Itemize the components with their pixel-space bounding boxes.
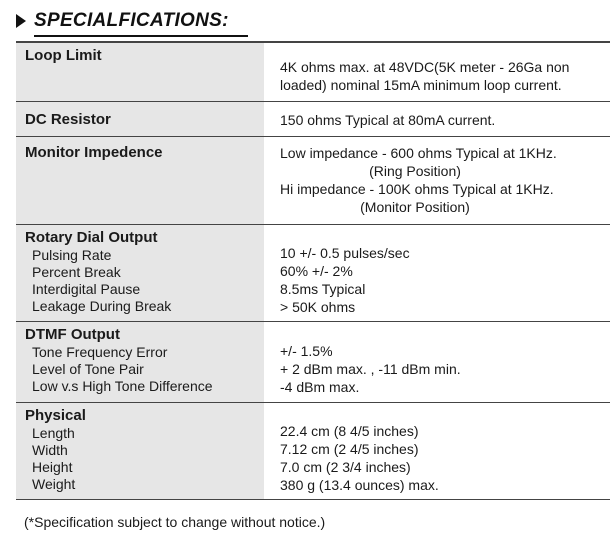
spec-label-cell — [16, 137, 264, 224]
section-title-text: SPECIALFICATIONS: — [34, 10, 229, 31]
spec-label: DC Resistor — [25, 111, 111, 128]
spec-value-line: -4 dBm max. — [280, 379, 360, 395]
spec-value-line: +/- 1.5% — [280, 343, 333, 359]
spec-value-line: Low impedance - 600 ohms Typical at 1KHz. — [280, 145, 557, 161]
spec-label: DTMF Output — [25, 326, 120, 343]
spec-sub-label: Percent Break — [32, 264, 121, 280]
spec-value-line: 150 ohms Typical at 80mA current. — [280, 112, 496, 128]
spec-row-physical — [16, 403, 610, 500]
spec-sub-label: Width — [32, 442, 68, 458]
spec-value-cell — [264, 43, 610, 101]
spec-label-cell — [16, 102, 264, 136]
spec-label: Monitor Impedence — [25, 144, 163, 161]
spec-sub-label: Tone Frequency Error — [32, 344, 168, 360]
spec-label: Loop Limit — [25, 47, 102, 64]
spec-value-line: (Ring Position) — [369, 163, 461, 179]
spec-value-line: 22.4 cm (8 4/5 inches) — [280, 423, 419, 439]
spec-row-dtmf-output — [16, 322, 610, 403]
spec-value-line: 4K ohms max. at 48VDC(5K meter - 26Ga non — [280, 59, 570, 75]
spec-row-monitor-impedence — [16, 137, 610, 225]
spec-sub-label: Level of Tone Pair — [32, 361, 144, 377]
spec-sub-label: Low v.s High Tone Difference — [32, 378, 213, 394]
spec-sub-label: Pulsing Rate — [32, 247, 112, 263]
spec-label-cell — [16, 43, 264, 101]
spec-value-line: loaded) nominal 15mA minimum loop current. — [280, 77, 562, 93]
spec-value-cell — [264, 102, 610, 136]
spec-sub-label: Height — [32, 459, 73, 475]
spec-value-line: 8.5ms Typical — [280, 281, 366, 297]
spec-value-line: Hi impedance - 100K ohms Typical at 1KHz. — [280, 181, 554, 197]
spec-value-line: 7.0 cm (2 3/4 inches) — [280, 459, 411, 475]
spec-value-line: (Monitor Position) — [360, 199, 470, 215]
section-title — [14, 10, 234, 34]
spec-value-line: > 50K ohms — [280, 299, 356, 315]
spec-value-line: 380 g (13.4 ounces) max. — [280, 477, 439, 493]
triangle-bullet-icon — [16, 14, 26, 28]
spec-value-cell — [264, 137, 610, 224]
spec-sub-label: Length — [32, 425, 75, 441]
spec-row-dc-resistor — [16, 102, 610, 137]
title-underline — [34, 35, 248, 37]
spec-label-cell — [16, 225, 264, 321]
spec-value-cell — [264, 322, 610, 402]
spec-label: Physical — [25, 407, 86, 424]
spec-value-line: 10 +/- 0.5 pulses/sec — [280, 245, 410, 261]
spec-value-cell — [264, 403, 610, 499]
spec-value-line: 60% +/- 2% — [280, 263, 353, 279]
spec-label: Rotary Dial Output — [25, 229, 158, 246]
spec-value-line: + 2 dBm max. , -11 dBm min. — [280, 361, 461, 377]
spec-sub-label: Leakage During Break — [32, 298, 172, 314]
spec-sub-label: Weight — [32, 476, 76, 492]
spec-row-rotary-dial-output — [16, 225, 610, 322]
spec-label-cell — [16, 403, 264, 499]
spec-value-cell — [264, 225, 610, 321]
spec-row-loop-limit — [16, 41, 610, 102]
specification-table — [16, 41, 610, 500]
spec-value-line: 7.12 cm (2 4/5 inches) — [280, 441, 419, 457]
spec-sub-label: Interdigital Pause — [32, 281, 141, 297]
footnote: (*Specification subject to change without notice.) — [24, 514, 326, 530]
spec-label-cell — [16, 322, 264, 402]
